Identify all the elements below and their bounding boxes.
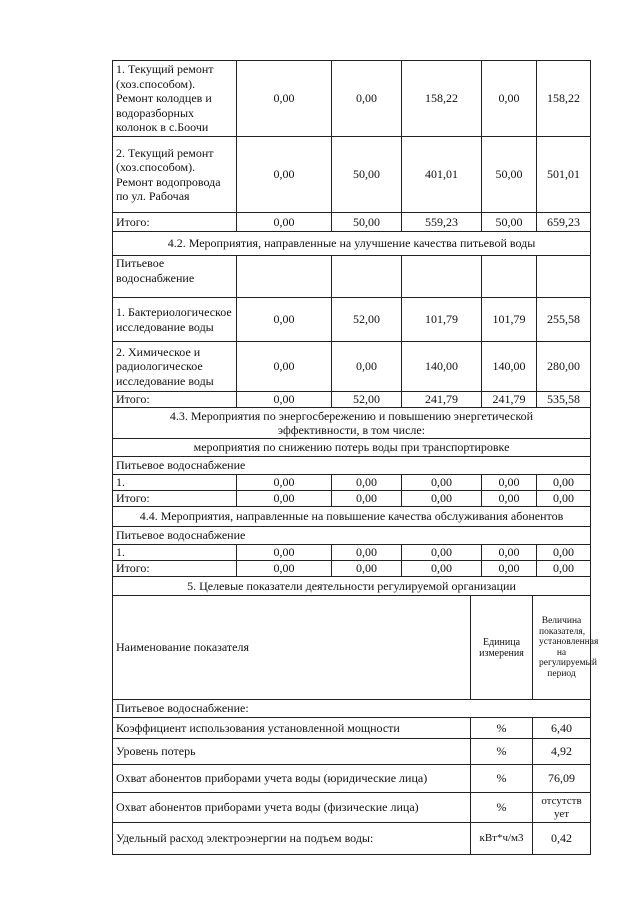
cell-value: 559,23 <box>402 213 482 232</box>
cell-value: 0,00 <box>402 475 482 491</box>
cell-value: 401,01 <box>402 137 482 213</box>
cell-value: 0,00 <box>332 61 402 137</box>
indicator-name: Охват абонентов приборами учета воды (юридические лица) <box>113 765 471 793</box>
indicator-name: Охват абонентов приборами учета воды (физические лица) <box>113 793 471 823</box>
indicator-unit: % <box>471 718 533 739</box>
table-row <box>113 545 591 561</box>
cell-value: 50,00 <box>482 137 537 213</box>
table-row <box>113 342 591 392</box>
indicator-row <box>113 793 591 823</box>
row-label: Итого: <box>113 491 237 507</box>
row-label: 2. Химическое и радиологическое исследование воды <box>113 342 237 392</box>
empty-cell <box>482 256 537 298</box>
indicator-unit: % <box>471 765 533 793</box>
table-row-total <box>113 213 591 232</box>
table-row <box>113 475 591 491</box>
cell-value: 0,00 <box>402 491 482 507</box>
subheading-row <box>113 457 591 475</box>
cell-value: 0,00 <box>537 545 591 561</box>
cell-value: 0,00 <box>332 342 402 392</box>
cell-value: 158,22 <box>537 61 591 137</box>
cell-value: 659,23 <box>537 213 591 232</box>
subheading-row <box>113 256 591 298</box>
empty-cell <box>402 256 482 298</box>
cell-value: 255,58 <box>537 298 591 342</box>
cell-value: 0,00 <box>332 561 402 577</box>
table-row-total <box>113 392 591 408</box>
table-row <box>113 298 591 342</box>
measures-table <box>112 60 591 577</box>
cell-value: 0,00 <box>237 298 332 342</box>
empty-cell <box>237 256 332 298</box>
cell-value: 50,00 <box>332 137 402 213</box>
indicator-unit: % <box>471 739 533 765</box>
indicator-row <box>113 739 591 765</box>
indicator-name: Коэффициент использования установленной мощности <box>113 718 471 739</box>
column-header-unit: Единица измерения <box>471 596 533 700</box>
cell-value: 140,00 <box>482 342 537 392</box>
section-heading-row <box>113 507 591 527</box>
cell-value: 0,00 <box>332 491 402 507</box>
cell-value: 158,22 <box>402 61 482 137</box>
target-indicators-table <box>112 576 599 855</box>
cell-value: 241,79 <box>482 392 537 408</box>
subheading: Питьевое водоснабжение: <box>113 700 591 718</box>
cell-value: 280,00 <box>537 342 591 392</box>
section-heading-row <box>113 232 591 256</box>
cell-value: 52,00 <box>332 392 402 408</box>
column-header-value: Величина показателя, установленная на регулируемый период <box>533 596 591 700</box>
document-page <box>112 60 599 855</box>
cell-value: 140,00 <box>402 342 482 392</box>
cell-value: 50,00 <box>332 213 402 232</box>
cell-value: 0,00 <box>237 561 332 577</box>
cell-value: 0,00 <box>482 561 537 577</box>
cell-value: 101,79 <box>402 298 482 342</box>
cell-value: 535,58 <box>537 392 591 408</box>
subheading: Питьевое водоснабжение <box>113 256 237 298</box>
cell-value: 101,79 <box>482 298 537 342</box>
cell-value: 0,00 <box>237 491 332 507</box>
empty-cell <box>332 256 402 298</box>
section-heading-row <box>113 408 591 439</box>
indicator-value: 6,40 <box>533 718 591 739</box>
subheading-row <box>113 439 591 457</box>
subheading-row <box>113 700 591 718</box>
row-label: 1. Текущий ремонт (хоз.способом). Ремонт колодцев и водоразборных колонок в с.Боочи <box>113 61 237 137</box>
subheading-row <box>113 527 591 545</box>
column-header-name: Наименование показателя <box>113 596 471 700</box>
row-label: 1. <box>113 475 237 491</box>
header-row <box>113 596 591 700</box>
cell-value: 0,00 <box>237 213 332 232</box>
subheading: Питьевое водоснабжение <box>113 527 591 545</box>
cell-value: 0,00 <box>537 491 591 507</box>
subheading: Питьевое водоснабжение <box>113 457 591 475</box>
indicator-row <box>113 823 591 855</box>
table-row <box>113 137 591 213</box>
cell-value: 0,00 <box>482 545 537 561</box>
cell-value: 0,00 <box>237 545 332 561</box>
indicator-unit: кВт*ч/м3 <box>471 823 533 855</box>
empty-cell <box>537 256 591 298</box>
row-label: 2. Текущий ремонт (хоз.способом). Ремонт водопровода по ул. Рабочая <box>113 137 237 213</box>
section-heading-row <box>113 577 591 596</box>
indicator-value: 76,09 <box>533 765 591 793</box>
section-heading: 4.4. Мероприятия, направленные на повышение качества обслуживания абонентов <box>113 507 591 527</box>
cell-value: 0,00 <box>237 61 332 137</box>
cell-value: 0,00 <box>537 561 591 577</box>
subheading: мероприятия по снижению потерь воды при транспортировке <box>113 439 591 457</box>
cell-value: 0,00 <box>482 475 537 491</box>
cell-value: 0,00 <box>332 545 402 561</box>
cell-value: 0,00 <box>402 545 482 561</box>
row-label: 1. Бактериологическое исследование воды <box>113 298 237 342</box>
cell-value: 0,00 <box>237 137 332 213</box>
cell-value: 501,01 <box>537 137 591 213</box>
indicator-row <box>113 718 591 739</box>
indicator-value: отсутствует <box>533 793 591 823</box>
table-row <box>113 61 591 137</box>
indicator-value: 0,42 <box>533 823 591 855</box>
section-heading: 4.3. Мероприятия по энергосбережению и повышению энергетической эффективности, в том числе: <box>113 408 591 439</box>
section-heading: 4.2. Мероприятия, направленные на улучшение качества питьевой воды <box>113 232 591 256</box>
indicator-value: 4,92 <box>533 739 591 765</box>
cell-value: 50,00 <box>482 213 537 232</box>
cell-value: 0,00 <box>237 475 332 491</box>
cell-value: 241,79 <box>402 392 482 408</box>
row-label: 1. <box>113 545 237 561</box>
cell-value: 52,00 <box>332 298 402 342</box>
cell-value: 0,00 <box>482 491 537 507</box>
row-label: Итого: <box>113 561 237 577</box>
row-label: Итого: <box>113 213 237 232</box>
indicator-unit: % <box>471 793 533 823</box>
cell-value: 0,00 <box>402 561 482 577</box>
cell-value: 0,00 <box>237 342 332 392</box>
indicator-row <box>113 765 591 793</box>
table-row-total <box>113 561 591 577</box>
cell-value: 0,00 <box>482 61 537 137</box>
section-heading: 5. Целевые показатели деятельности регулируемой организации <box>113 577 591 596</box>
cell-value: 0,00 <box>332 475 402 491</box>
row-label: Итого: <box>113 392 237 408</box>
cell-value: 0,00 <box>537 475 591 491</box>
table-row-total <box>113 491 591 507</box>
cell-value: 0,00 <box>237 392 332 408</box>
indicator-name: Удельный расход электроэнергии на подъем воды: <box>113 823 471 855</box>
indicator-name: Уровень потерь <box>113 739 471 765</box>
